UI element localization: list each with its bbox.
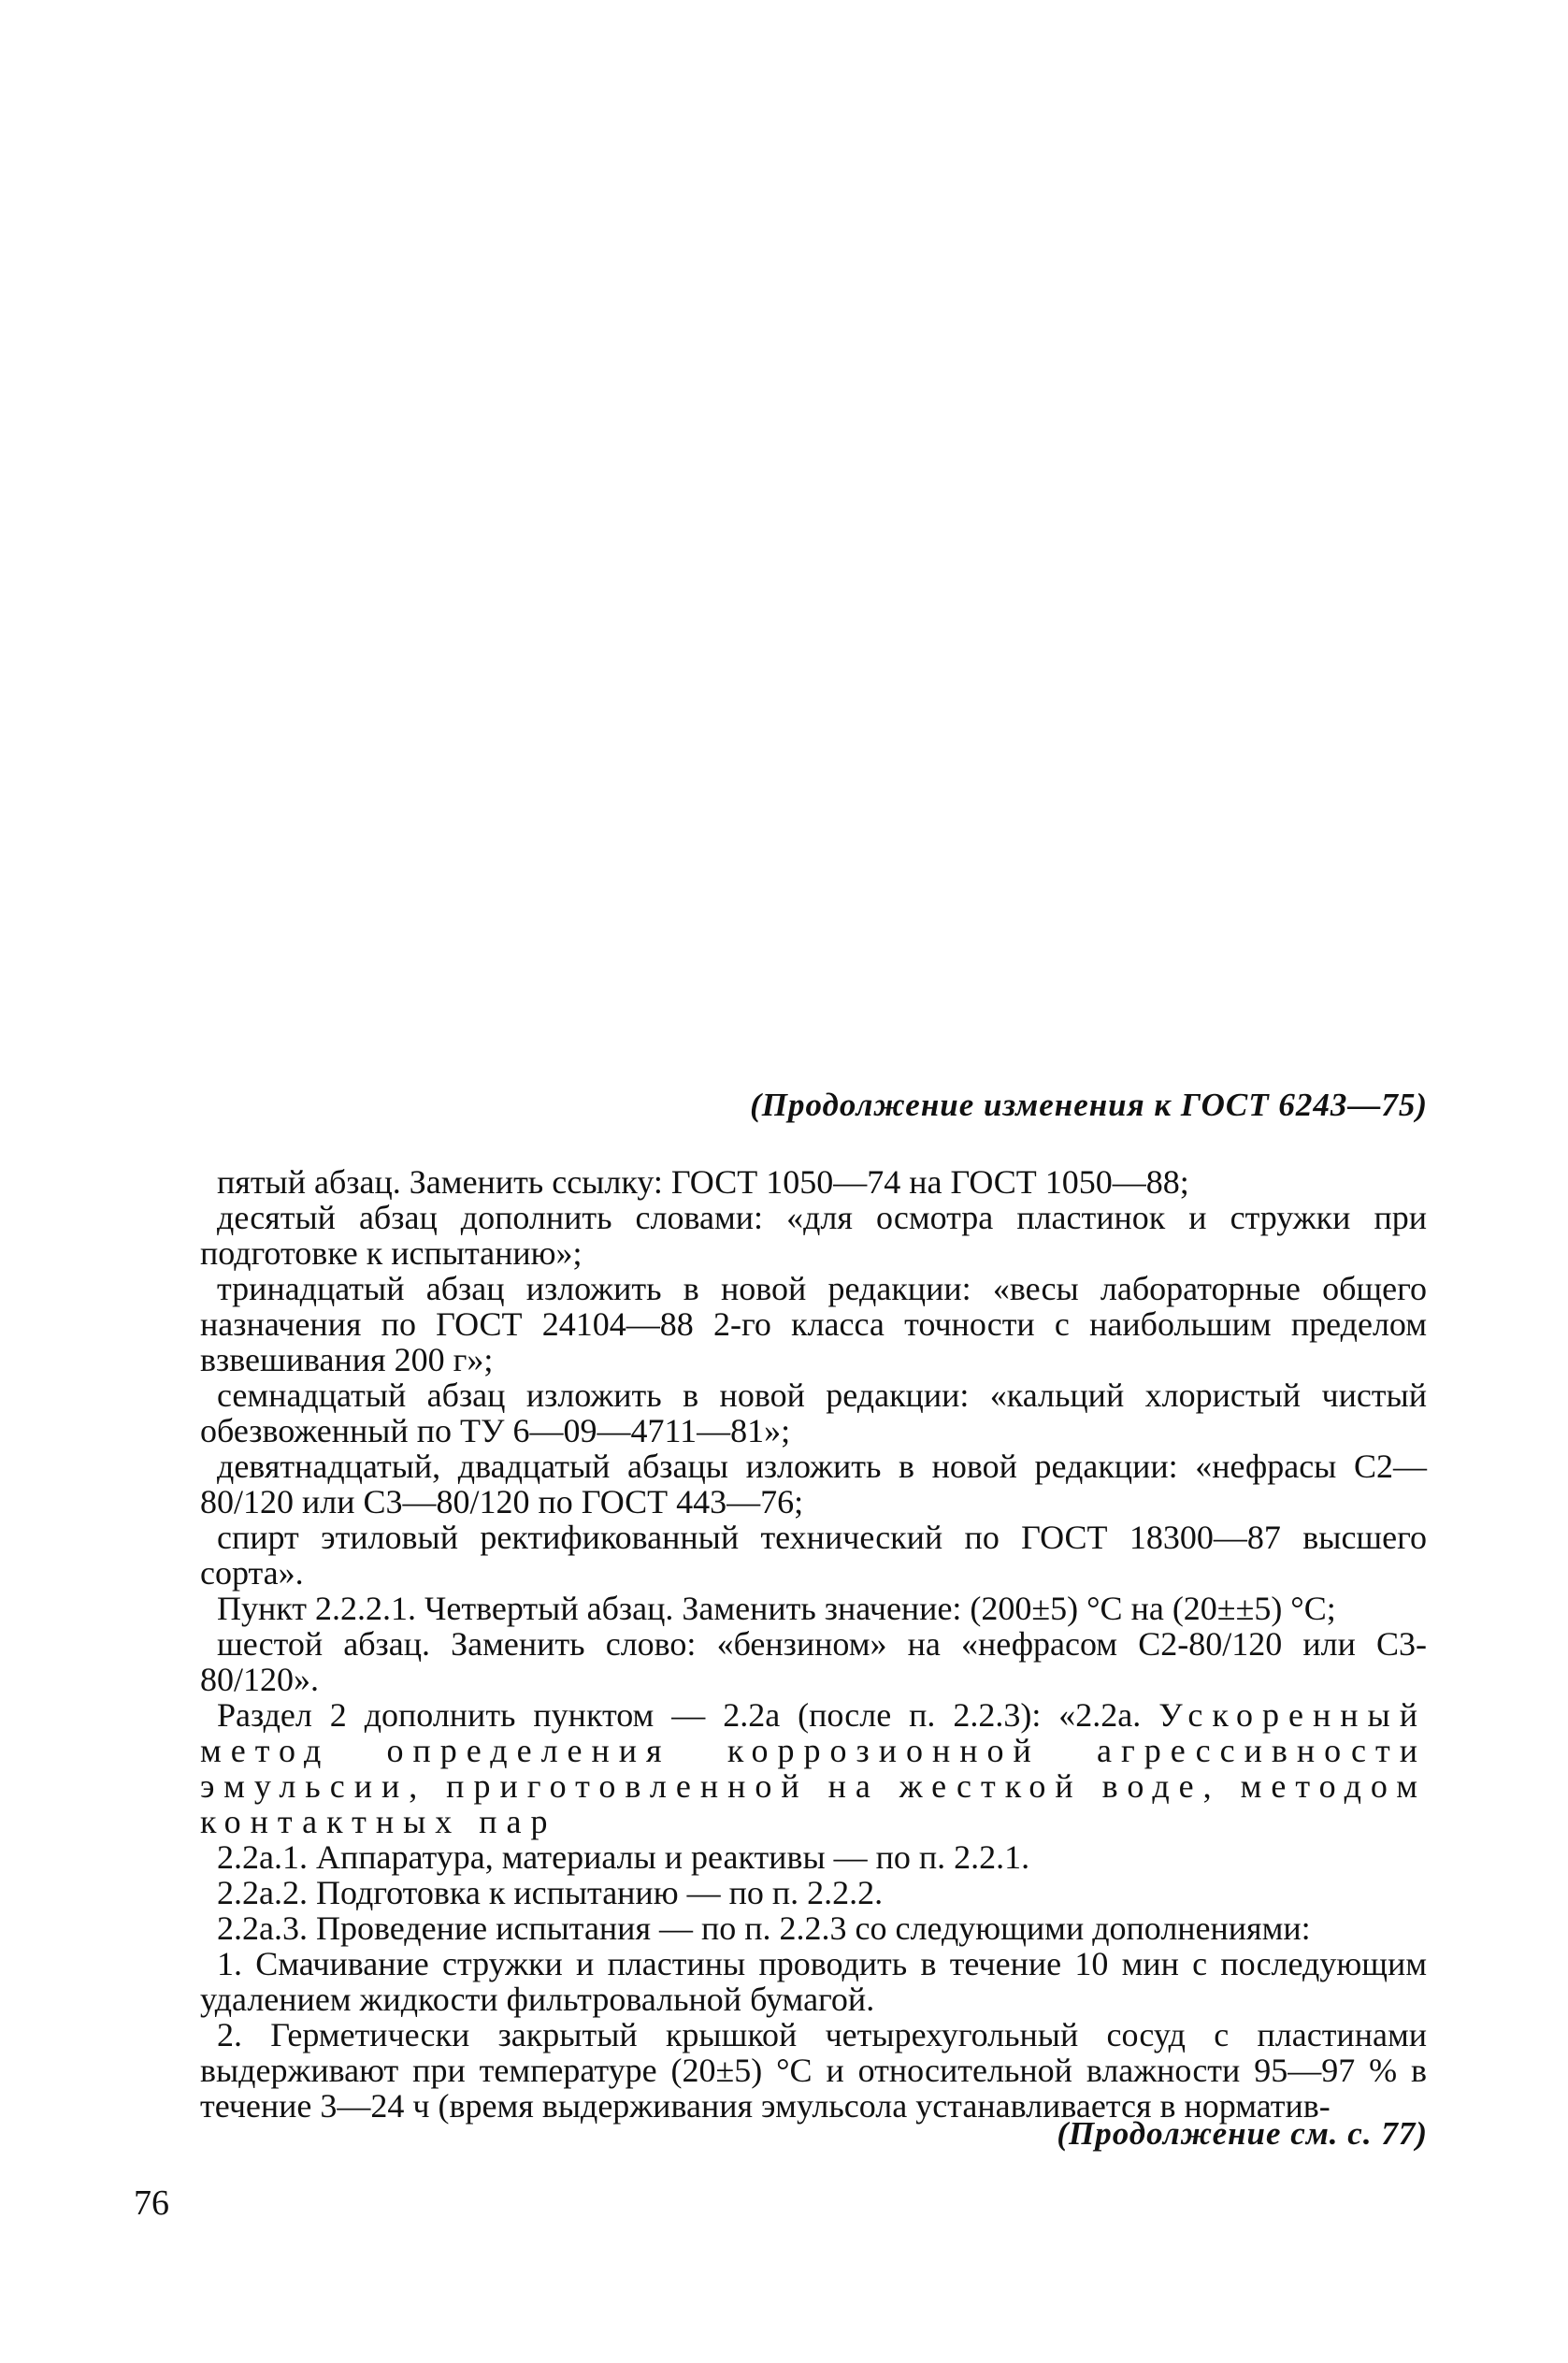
document-body <box>200 1164 1427 2124</box>
continuation-header: (Продолжение изменения к ГОСТ 6243—75) <box>750 1087 1428 1123</box>
paragraph: девятнадцатый, двадцатый абзацы изложить в новой редакции: «нефрасы С2—80/120 или С3—80/120 по ГОСТ 443—76; <box>200 1448 1427 1520</box>
subitem: 1. Смачивание стружки и пластины проводить в течение 10 мин с последующим удалением жидкости фильтровальной бумагой. <box>200 1945 1427 2018</box>
section-addition-intro: Раздел 2 дополнить пунктом — 2.2а (после п. 2.2.3): «2.2а. <box>217 1696 1142 1734</box>
subitem: 2. Герметически закрытый крышкой четырехугольный сосуд с пластинами выдерживают при температуре (20±5) °С и относительной влажности 95—97 % в течение 3—24 ч (время выдерживания эмульсола устанавливается в норматив- <box>200 2016 1427 2125</box>
paragraph: десятый абзац дополнить словами: «для осмотра пластинок и стружки при подготовке к испытанию»; <box>200 1199 1427 1272</box>
section-addition-title: Ускоренный метод определения коррозионной агрессивности эмульсии, приготовленной на жесткой воде, методом контактных пар <box>200 1696 1427 1840</box>
page-number: 76 <box>134 2183 169 2223</box>
paragraph: спирт этиловый ректификованный технический по ГОСТ 18300—87 высшего сорта». <box>200 1519 1427 1592</box>
subitem: 2.2а.3. Проведение испытания — по п. 2.2.3 со следующими дополнениями: <box>217 1909 1311 1947</box>
subitem: 2.2а.1. Аппаратура, материалы и реактивы — по п. 2.2.1. <box>217 1838 1030 1876</box>
paragraph: Пункт 2.2.2.1. Четвертый абзац. Заменить значение: (200±5) °С на (20±±5) °С; <box>217 1590 1336 1627</box>
subitem: 2.2а.2. Подготовка к испытанию — по п. 2.2.2. <box>217 1874 884 1911</box>
continuation-footer-note: (Продолжение см. с. 77) <box>1057 2115 1428 2152</box>
paragraph: тринадцатый абзац изложить в новой редакции: «весы лабораторные общего назначения по ГОСТ 24104—88 2-го класса точности с наибольшим пределом взвешивания 200 г»; <box>200 1270 1427 1378</box>
paragraph: семнадцатый абзац изложить в новой редакции: «кальций хлористый чистый обезвоженный по ТУ 6—09—4711—81»; <box>200 1376 1427 1449</box>
paragraph: шестой абзац. Заменить слово: «бензином» на «нефрасом С2-80/120 или С3-80/120». <box>200 1625 1427 1698</box>
paragraph: пятый абзац. Заменить ссылку: ГОСТ 1050—74 на ГОСТ 1050—88; <box>217 1163 1189 1201</box>
section-addition-paragraph <box>200 1697 1427 1839</box>
